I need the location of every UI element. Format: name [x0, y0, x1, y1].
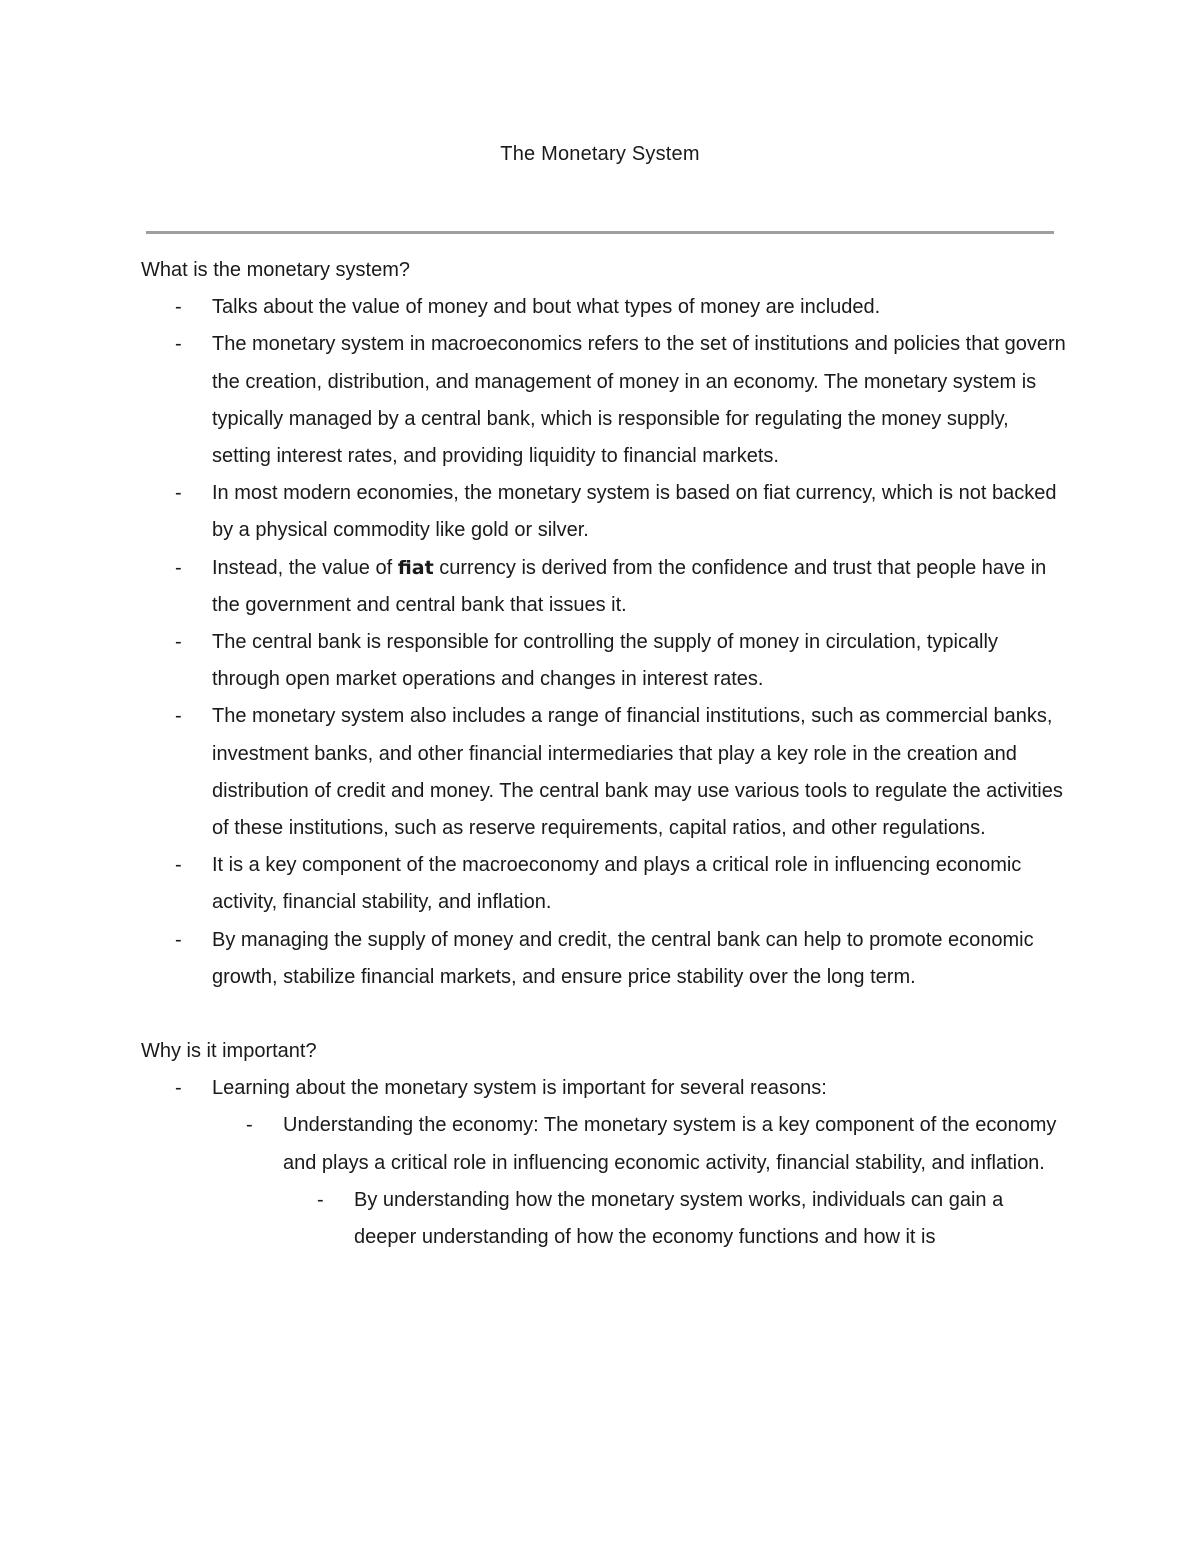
- dash-bullet: -: [175, 482, 182, 505]
- dash-bullet: -: [175, 854, 182, 877]
- document-title: The Monetary System: [500, 143, 700, 165]
- dash-bullet: -: [175, 705, 182, 728]
- document-body: [141, 252, 1071, 1256]
- sub-sub-list: [283, 1182, 1071, 1256]
- sub-list-item: [212, 1107, 1071, 1256]
- sub-sub-list-item-text: By understanding how the monetary system works, individuals can gain a deeper understanding of how the economy functions and how it is: [354, 1188, 1004, 1249]
- list-item-text: Talks about the value of money and bout what types of money are included.: [212, 296, 881, 319]
- list-item: [141, 698, 1071, 847]
- list-item-text: In most modern economies, the monetary system is based on fiat currency, which is not backed by a physical commodity like gold or silver.: [212, 482, 1057, 542]
- bold-term-fiat: fiat: [397, 556, 434, 579]
- paragraph-gap: [141, 996, 1071, 1033]
- section-heading-why-important: Why is it important?: [141, 1040, 317, 1063]
- list-item: [141, 326, 1071, 475]
- text-run: Instead, the value of: [212, 556, 398, 579]
- sub-list: [212, 1107, 1071, 1256]
- list-item-text: By managing the supply of money and credit, the central bank can help to promote economic growth, stabilize financial markets, and ensure price stability over the long term.: [212, 928, 1034, 988]
- list-item: [141, 847, 1071, 921]
- section-list-why-important: [141, 1070, 1071, 1256]
- section-list-what-is: [141, 289, 1071, 996]
- list-item: [141, 475, 1071, 549]
- dash-bullet: -: [175, 556, 182, 579]
- list-item: [141, 624, 1071, 698]
- list-item-text: [212, 557, 1046, 616]
- list-item: [141, 550, 1071, 624]
- list-item-text: The central bank is responsible for controlling the supply of money in circulation, typically through open market operations and changes in interest rates.: [212, 631, 998, 691]
- dash-bullet: -: [175, 631, 182, 654]
- text-run: currency is derived from the confidence and trust that people have in the government and central bank that issues it.: [212, 556, 1047, 616]
- dash-bullet: -: [175, 296, 182, 319]
- sub-sub-list-item: [283, 1182, 1071, 1256]
- sub-list-item-text: Understanding the economy: The monetary system is a key component of the economy and plays a critical role in influencing economic activity, financial stability, and inflation.: [283, 1114, 1057, 1174]
- list-item-text: The monetary system in macroeconomics refers to the set of institutions and policies that govern the creation, distribution, and management of money in an economy. The monetary system is typically managed by a central bank, which is responsible for regulating the money supply, setting interest rates, and providing liquidity to financial markets.: [212, 333, 1066, 468]
- list-item: [141, 289, 1071, 326]
- list-item-text: It is a key component of the macroeconomy and plays a critical role in influencing economic activity, financial stability, and inflation.: [212, 854, 1022, 914]
- list-item-text: The monetary system also includes a range of financial institutions, such as commercial banks, investment banks, and other financial intermediaries that play a key role in the creation and distribution of credit and money. The central bank may use various tools to regulate the activities of these institutions, such as reserve requirements, capital ratios, and other regulations.: [212, 705, 1063, 840]
- dash-bullet: -: [175, 928, 182, 951]
- list-item-text: Learning about the monetary system is important for several reasons:: [212, 1077, 827, 1100]
- dash-bullet: -: [246, 1114, 253, 1137]
- dash-bullet: -: [175, 333, 182, 356]
- dash-bullet: -: [317, 1188, 324, 1211]
- horizontal-rule: [146, 231, 1054, 234]
- dash-bullet: -: [175, 1077, 182, 1100]
- section-heading-what-is: What is the monetary system?: [141, 259, 410, 281]
- list-item: [141, 1070, 1071, 1256]
- list-item: [141, 922, 1071, 996]
